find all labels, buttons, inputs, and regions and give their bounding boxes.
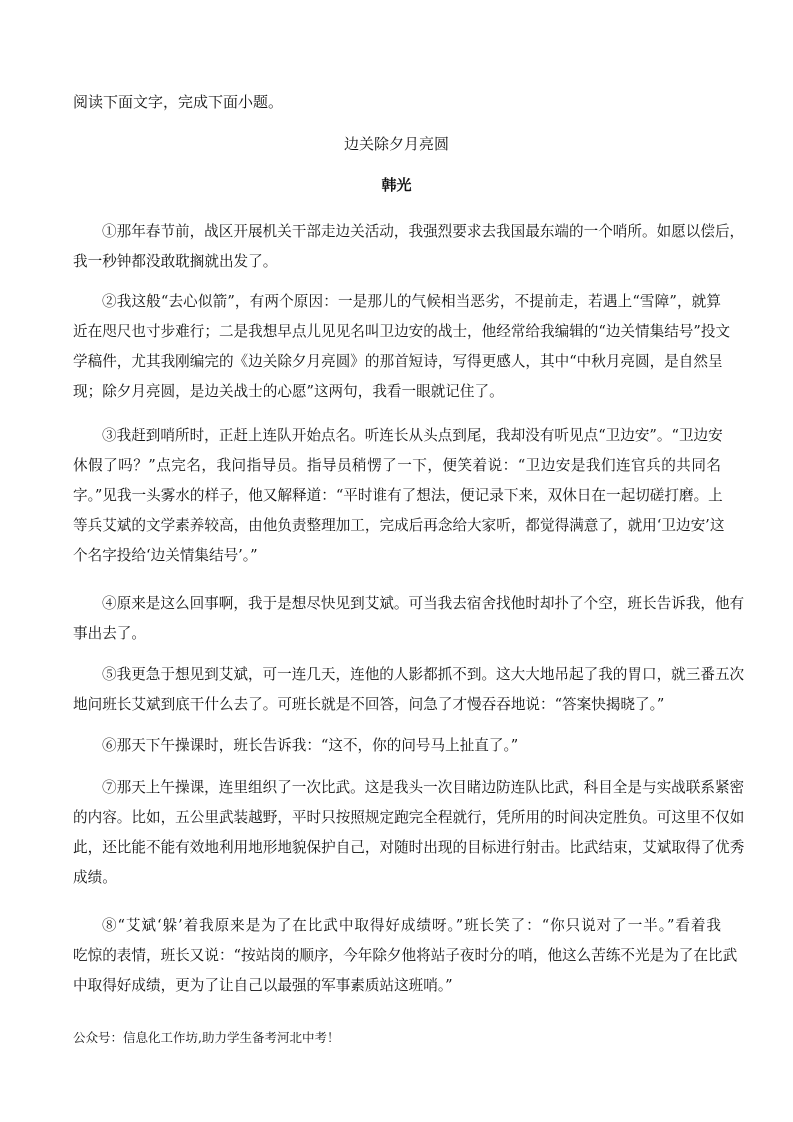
paragraph-line: 事出去了。: [73, 625, 146, 642]
paragraph-line: 的内容。比如，五公里武装越野，平时只按照规定跑完全程就行，凭所用的时间决定胜负。可这里不仅如: [73, 809, 745, 826]
paragraph-line: 近在咫尺也寸步难行；二是我想早点儿见见名叫卫边安的战士，他经常给我编辑的“边关情集结号”投文: [73, 323, 731, 340]
paragraph-line: 吃惊的表情，班长又说：“按站岗的顺序，今年除夕他将站子夜时分的哨，他这么苦练不光是为了在比武: [73, 947, 738, 964]
footer-note: 公众号：信息化工作坊,助力学生备考河北中考！: [73, 1030, 340, 1045]
paragraph-line: ⑤我更急于想见到艾斌，可一连几天，连他的人影都抓不到。这大大地吊起了我的胃口，就三番五次: [102, 666, 745, 683]
article-title: 边关除夕月亮圆: [343, 135, 449, 153]
paragraph-6: [73, 731, 721, 761]
paragraph-3: [73, 421, 725, 571]
paragraph-line: 休假了吗？”点完名，我问指导员。指导员稍愣了一下，便笑着说：“卫边安是我们连官兵的共同名: [73, 457, 721, 474]
paragraph-line: ⑧“艾斌‘躲’着我原来是为了在比武中取得好成绩呀。”班长笑了：“你只说对了一半。”看着我: [102, 917, 721, 934]
paragraph-5: [73, 660, 745, 720]
instruction-text: 阅读下面文字，完成下面小题。: [73, 93, 284, 111]
paragraph-line: ⑥那天下午操课时，班长告诉我：“这不，你的问号马上扯直了。”: [102, 737, 519, 754]
paragraph-line: 等兵艾斌的文学素养较高，由他负责整理加工，完成后再念给大家听，都觉得满意了，就用‘卫边安’这: [73, 517, 725, 534]
paragraph-1: [73, 217, 745, 277]
paragraph-line: 中取得好成绩，更为了让自己以最强的军事素质站这班哨。”: [73, 977, 453, 994]
paragraph-line: 个名字投给‘边关情集结号’。”: [73, 547, 258, 564]
paragraph-4: [73, 589, 745, 649]
paragraph-2: [73, 287, 731, 407]
paragraph-line: ④原来是这么回事啊，我于是想尽快见到艾斌。可当我去宿舍找他时却扑了个空，班长告诉我，他有: [102, 595, 745, 612]
article-author: 韩光: [381, 176, 412, 194]
paragraph-line: 字。”见我一头雾水的样子，他又解释道：“平时谁有了想法，便记录下来，双休日在一起切磋打磨。上: [73, 487, 723, 504]
paragraph-line: ③我赶到哨所时，正赶上连队开始点名。听连长从头点到尾，我却没有听见点“卫边安”。“卫边安: [102, 427, 723, 444]
paragraph-7: [73, 773, 745, 893]
paragraph-line: ⑦那天上午操课，连里组织了一次比武。这是我头一次目睹边防连队比武，科目全是与实战联系紧密: [102, 779, 745, 796]
paragraph-line: 成绩。: [73, 869, 117, 886]
paragraph-line: 地问班长艾斌到底干什么去了。可班长就是不回答，问急了才慢吞吞地说：“答案快揭晓了。”: [73, 696, 665, 713]
paragraph-line: ①那年春节前，战区开展机关干部走边关活动，我强烈要求去我国最东端的一个哨所。如愿以偿后，: [102, 223, 745, 240]
paragraph-line: 我一秒钟都没敢耽搁就出发了。: [73, 253, 278, 270]
paragraph-line: 现；除夕月亮圆，是边关战士的心愿”这两句，我看一眼就记住了。: [73, 383, 504, 400]
paragraph-8: [73, 911, 738, 1001]
paragraph-line: 学稿件，尤其我刚编完的《边关除夕月亮圆》的那首短诗，写得更感人，其中“中秋月亮圆，是自然呈: [73, 353, 723, 370]
paragraph-line: ②我这般“去心似箭”，有两个原因：一是那儿的气候相当恶劣，不提前走，若遇上“雪障”，就算: [102, 293, 721, 310]
paragraph-line: 此，还比能不能有效地利用地形地貌保护自己，对随时出现的目标进行射击。比武结束，艾斌取得了优秀: [73, 839, 745, 856]
